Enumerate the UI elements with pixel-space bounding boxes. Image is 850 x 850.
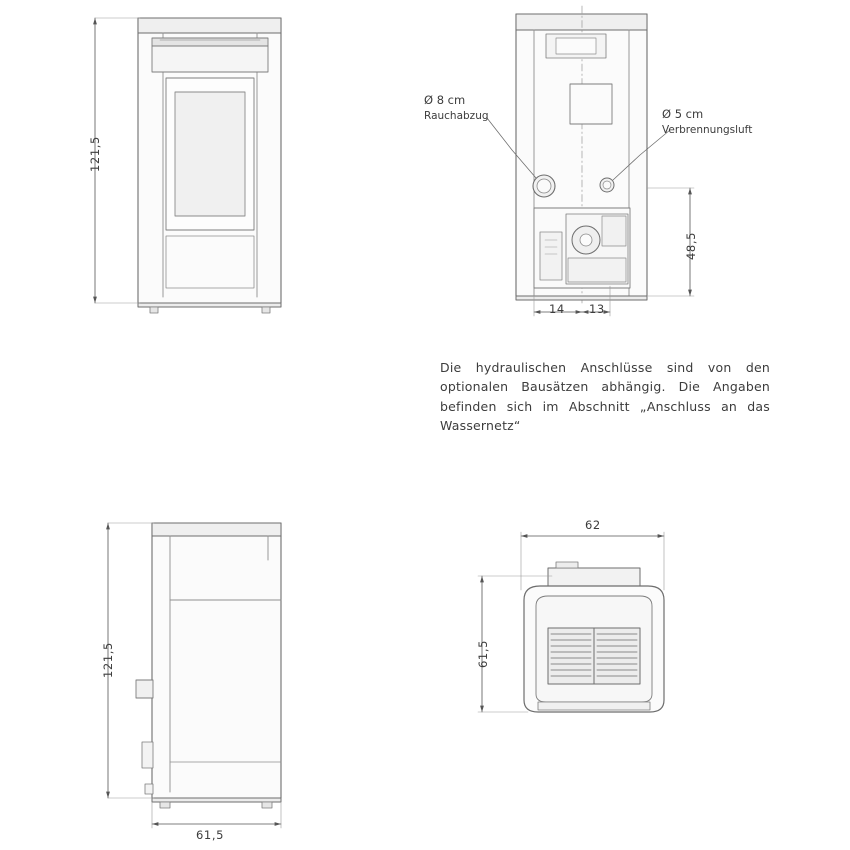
flue-diameter-label: Ø 8 cm bbox=[424, 93, 466, 107]
hydraulic-note: Die hydraulischen Anschlüsse sind von den optionalen Bausätzen abhängig. Die Angaben befinden sich im Abschnitt „Anschluss an das Wassernetz“ bbox=[440, 360, 770, 434]
side-depth-label: 61,5 bbox=[196, 828, 225, 842]
front-view-geometry bbox=[138, 18, 281, 313]
rear-view-geometry bbox=[516, 6, 647, 304]
top-view-geometry bbox=[524, 562, 664, 712]
rear-height-label: 48,5 bbox=[684, 231, 698, 260]
top-width-label: 62 bbox=[585, 518, 601, 532]
rear-dim-right-label: 13 bbox=[589, 302, 605, 316]
flue-name-label: Rauchabzug bbox=[424, 109, 489, 122]
side-view-geometry bbox=[136, 523, 281, 808]
air-name-label: Verbrennungsluft bbox=[662, 123, 753, 136]
side-height-label: 121,5 bbox=[101, 642, 115, 678]
flue-callout bbox=[424, 92, 489, 124]
top-depth-label: 61,5 bbox=[476, 639, 490, 668]
rear-dim-left-label: 14 bbox=[549, 302, 565, 316]
combustion-air-callout bbox=[662, 106, 752, 138]
air-diameter-label: Ø 5 cm bbox=[662, 107, 704, 121]
front-height-label: 121,5 bbox=[88, 136, 102, 172]
